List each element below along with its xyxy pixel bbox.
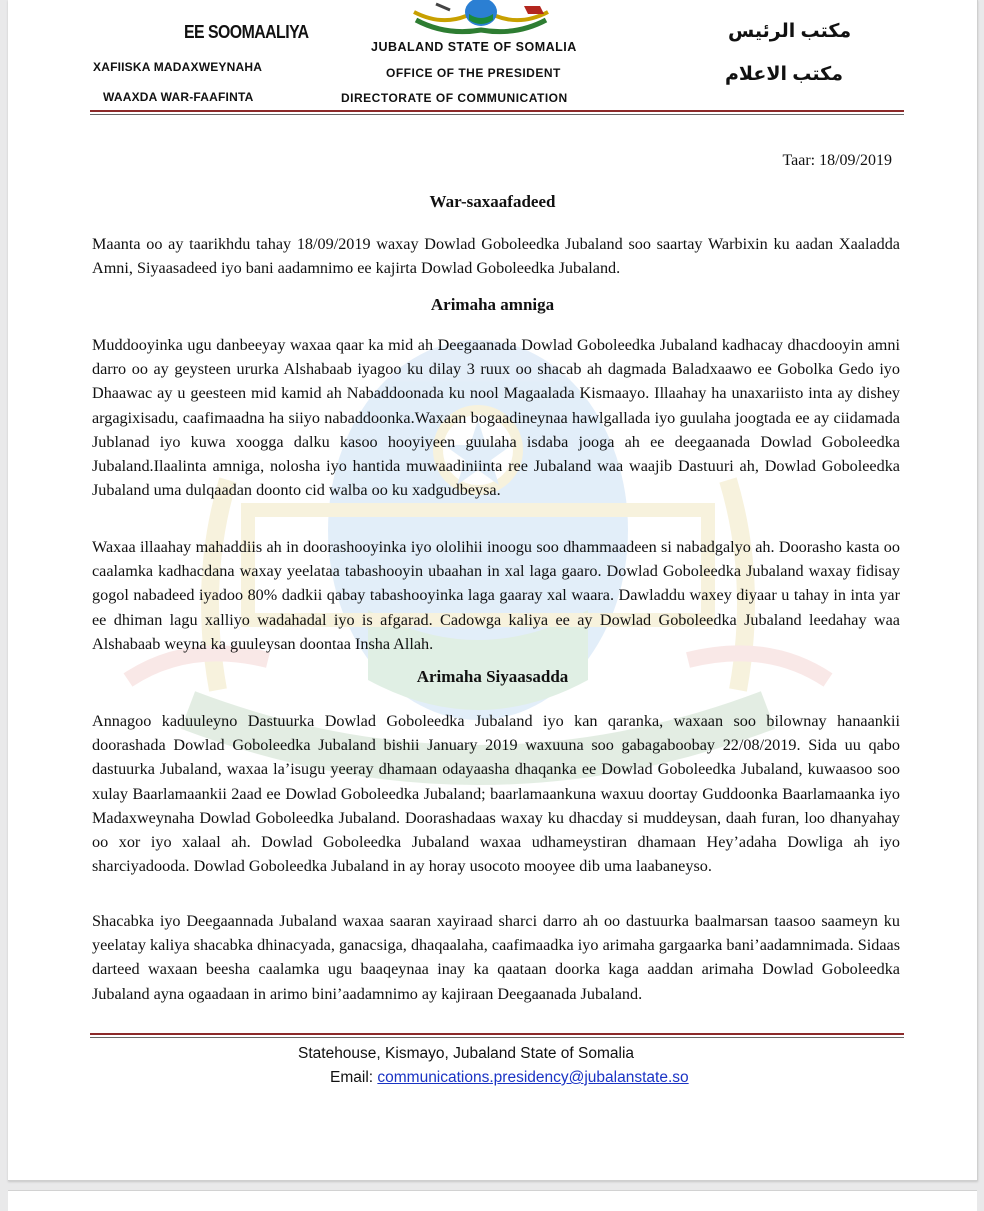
coat-of-arms-icon [406,0,556,36]
security-paragraph-2: Waxaa illaahay mahaddiis ah in doorashooyinka iyo ololihii inoogu soo dhammaadeen si nabadgalyo ah. Doorasho kasta oo caalamka kadhacdana waxay yeelataa tabashooyin ubaahan in xal laga gaaro. Dowlad Goboleedka Jubaland waxay fidisay gogol nabadeed iyadoo 80% dadkii qabay tabashooyinka laga gaaray xal waara. Dawladdu waxey diyaar u tahay in inta yar ee dhiman lagu xalliyo wadahadal iyo is afgarad. Cadowga kaliya ee ay Dowlad Goboleedka Jubaland leedahay waa Alshabaab weyna ka guuleysan doontaa Insha Allah. [92,538,900,653]
document-title: War-saxaafadeed [429,192,556,211]
header-office-somali: XAFIISKA MADAXWEYNAHA [93,60,263,74]
politics-paragraph-2: Shacabka iyo Deegaannada Jubaland waxaa saaran xayiraad sharci darro ah oo dastuurka baalmarsan taasoo saameyn ku yeelatay kaliya shacabka dhinacyada, ganacsiga, dhaqaalaha, caafimaadka iyo arimaha gargaarka bani’aadamnimada. Sidaas darteed waxaan beesha caalamka ugu baaqeynaa inay ka qaataan doorka kaga aaddan arimaha Dowlad Goboleedka Jubaland ayna ogaadaan in arimo bini’aadamnimo ay kajiraan Deegaanada Jubaland. [92,912,900,1003]
header-office-english: OFFICE OF THE PRESIDENT [386,66,561,80]
next-page-edge [8,1190,977,1211]
footer-email-label: Email: [330,1069,378,1086]
header-directorate-english: DIRECTORATE OF COMMUNICATION [341,91,568,105]
politics-paragraph-1: Annagoo kaduuleyno Dastuurka Dowlad Goboleedka Jubaland iyo kan qaranka, waxaan soo bilownay hanaankii doorashada Dowlad Goboleedka Jubaland bishii January 2019 waxuuna soo gabagaboobay 22/08/2019. Sida uu qabo dastuurka Jubaland, waxaa la’isugu yeeray dhamaan odayaasha dhaqanka ee Dowlad Goboleedka Jubaland, kuwaasoo soo xulay Baarlamaankii 2aad ee Dowlad Goboleedka Jubaland; baarlamaankuna waxuu doortay Guddoonka Baarlamaanka iyo Madaxweynaha Dowlad Goboleedka Jubaland. Doorashadaas waxay ku dhacday si muddeysan, daah furan, loo dhanyahay oo xor iyo xalaal ah. Dowlad Goboleedka Jubaland waxaa udhameystiran dhamaan Hey’adaha Dowliga ah iyo sharciyadooda. Dowlad Goboleedka Jubaland in ay horay usocoto mooyee dib uma laabaneyso. [92,712,900,876]
section-heading-security: Arimaha amniga [430,295,555,314]
footer-email-link[interactable]: communications.presidency@jubalanstate.so [377,1069,689,1086]
document-page [8,0,978,1181]
header-media-arabic: مكتب الاعلام [725,64,843,85]
footer-address: Statehouse, Kismayo, Jubaland State of Somalia [298,1045,635,1062]
header-rule [90,110,904,112]
document-date: Taar: 18/09/2019 [782,152,892,169]
header-directorate-somali: WAAXDA WAR-FAAFINTA [103,90,254,104]
section-heading-politics: Arimaha Siyaasadda [416,667,569,686]
footer-email-line [330,1069,689,1087]
footer-rule [90,1033,904,1035]
footer-rule-thin [90,1037,904,1038]
security-paragraph-1: Muddooyinka ugu danbeeyay waxaa qaar ka mid ah Deegaanada Dowlad Goboleedka Jubaland kadhacay dhacdooyin amni darro oo ay geysteen ururka Alshabaab iyagoo ku dilay 3 ruux oo shacab ah dagmada Baladxaawo ee Gobolka Gedo iyo Dhaawac ay u geesteen mid kamid ah Nabaddoonada ku nool Magaalada Kismaayo. Illaahay ha unaxariisto inta ay dishey argagixisadu, caafimaadna ha siiyo nabaddoonka.Waxaan bogaadineynaa hawlgallada iyo guulaha joogtada ee ay ciidamada Jublanad iyo kuwa xoogga dalku kasoo hooyiyeen guulaha isdaba jooga ah ee deegaanada Dowlad Goboleedka Jubaland.Ilaalinta amniga, nolosha iyo hantida muwaadiniinta ree Jubaland waa waajib Dastuuri ah, Dowlad Goboleedka Jubaland uma dulqaadan doonto cid walba oo ku xadgudbeysa. [92,336,900,500]
header-country: EE SOOMAALIYA [184,22,309,42]
header-state-english: JUBALAND STATE OF SOMALIA [371,40,577,54]
header-office-arabic: مكتب الرئيس [728,21,852,42]
header-rule-thin [90,114,904,115]
intro-paragraph: Maanta oo ay taarikhdu tahay 18/09/2019 waxay Dowlad Goboleedka Jubaland soo saartay Warbixin ku aadan Xaaladda Amni, Siyaasadeed iyo bani aadamnimo ee kajirta Dowlad Goboleedka Jubaland. [92,235,900,278]
